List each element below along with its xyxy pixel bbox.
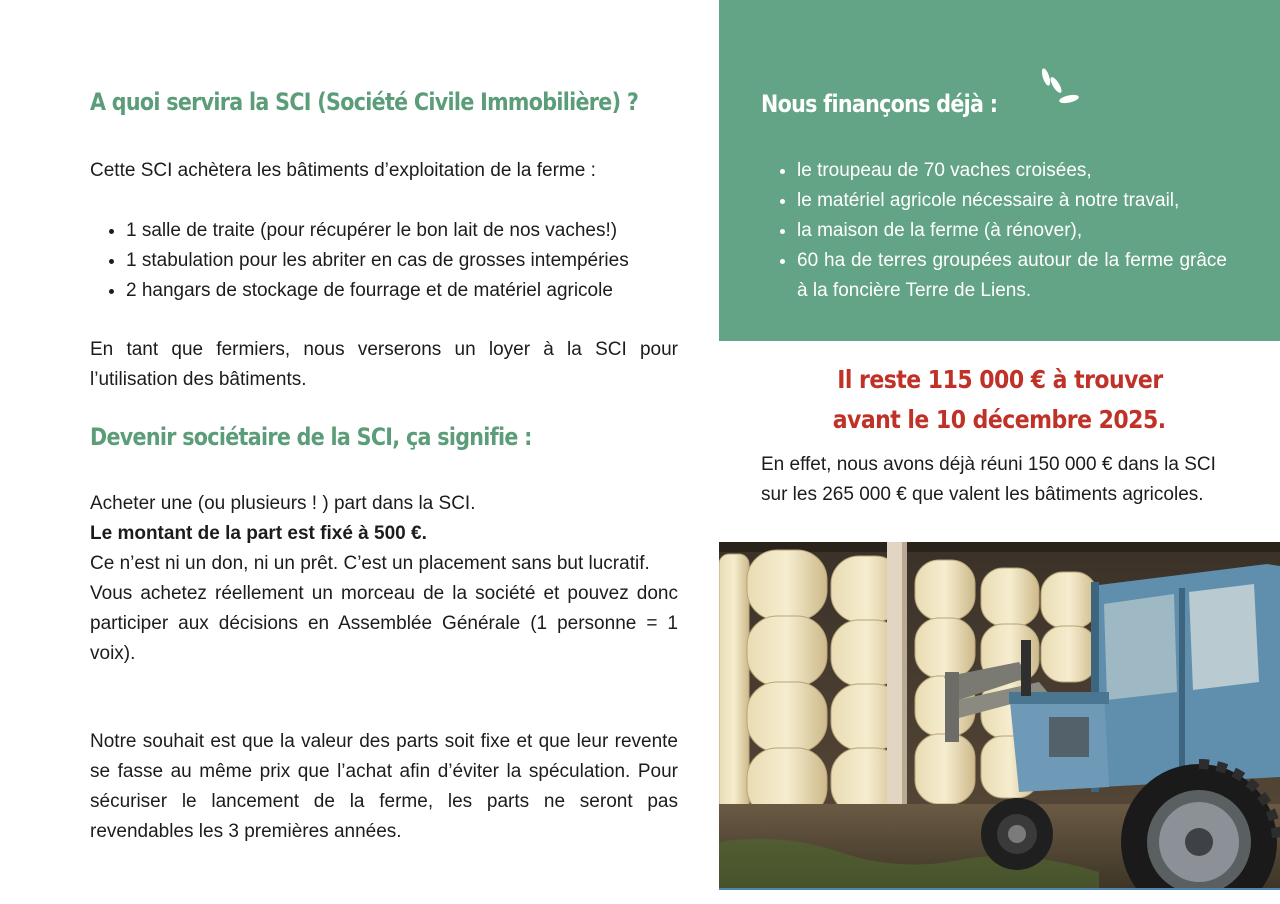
member-section-title: Devenir sociétaire de la SCI, ça signifie : xyxy=(90,423,532,451)
rent-text: En tant que fermiers, nous verserons un loyer à la SCI pour l’utilisation des bâtiments. xyxy=(90,339,678,390)
sci-intro-text: Cette SCI achètera les bâtiments d’exploitation de la ferme : xyxy=(90,160,596,181)
remaining-amount-callout xyxy=(719,360,1280,440)
funding-title: Nous finançons déjà : xyxy=(761,90,998,118)
funding-box xyxy=(719,0,1280,341)
share-amount-text: Le montant de la part est fixé à 500 €. xyxy=(90,523,427,544)
buy-share-text: Acheter une (ou plusieurs ! ) part dans la SCI. xyxy=(90,493,476,514)
funding-list xyxy=(797,156,1227,306)
raised-amount-text: En effet, nous avons déjà réuni 150 000 € dans la SCI sur les 265 000 € que valent les bâtiments agricoles. xyxy=(761,454,1216,505)
list-item: • 60 ha de terres groupées autour de la ferme grâce à la foncière Terre de Liens. xyxy=(797,246,1227,306)
not-loan-text: Ce n’est ni un don, ni un prêt. C’est un placement sans but lucratif. xyxy=(90,553,650,574)
sprout-icon xyxy=(1037,66,1085,114)
participation-text: Vous achetez réellement un morceau de la société et pouvez donc participer aux décisions en Assemblée Générale (1 personne = 1 voix). xyxy=(90,583,678,664)
member-details xyxy=(90,489,678,669)
resale-policy-text: Notre souhait est que la valeur des parts soit fixe et que leur revente se fasse au même prix que l’achat afin d’éviter la spéculation. Pour sécuriser le lancement de la ferme, les parts ne seront pas revendables les 3 premières années. xyxy=(90,731,678,842)
list-item: • 2 hangars de stockage de fourrage et de matériel agricole xyxy=(126,276,686,306)
list-item: • le troupeau de 70 vaches croisées, xyxy=(797,156,1227,186)
list-item: • la maison de la ferme (à rénover), xyxy=(797,216,1227,246)
sci-buildings-list xyxy=(126,216,686,306)
list-item: • le matériel agricole nécessaire à notre travail, xyxy=(797,186,1227,216)
barn-tractor-photo xyxy=(719,542,1280,890)
remaining-line-1: Il reste 115 000 € à trouver xyxy=(836,365,1163,394)
list-item: • 1 salle de traite (pour récupérer le bon lait de nos vaches!) xyxy=(126,216,686,246)
sci-section-title: A quoi servira la SCI (Société Civile Immobilière) ? xyxy=(90,88,639,116)
barn-tractor-illustration xyxy=(719,542,1280,890)
remaining-line-2: avant le 10 décembre 2025. xyxy=(833,405,1166,434)
list-item: • 1 stabulation pour les abriter en cas de grosses intempéries xyxy=(126,246,686,276)
